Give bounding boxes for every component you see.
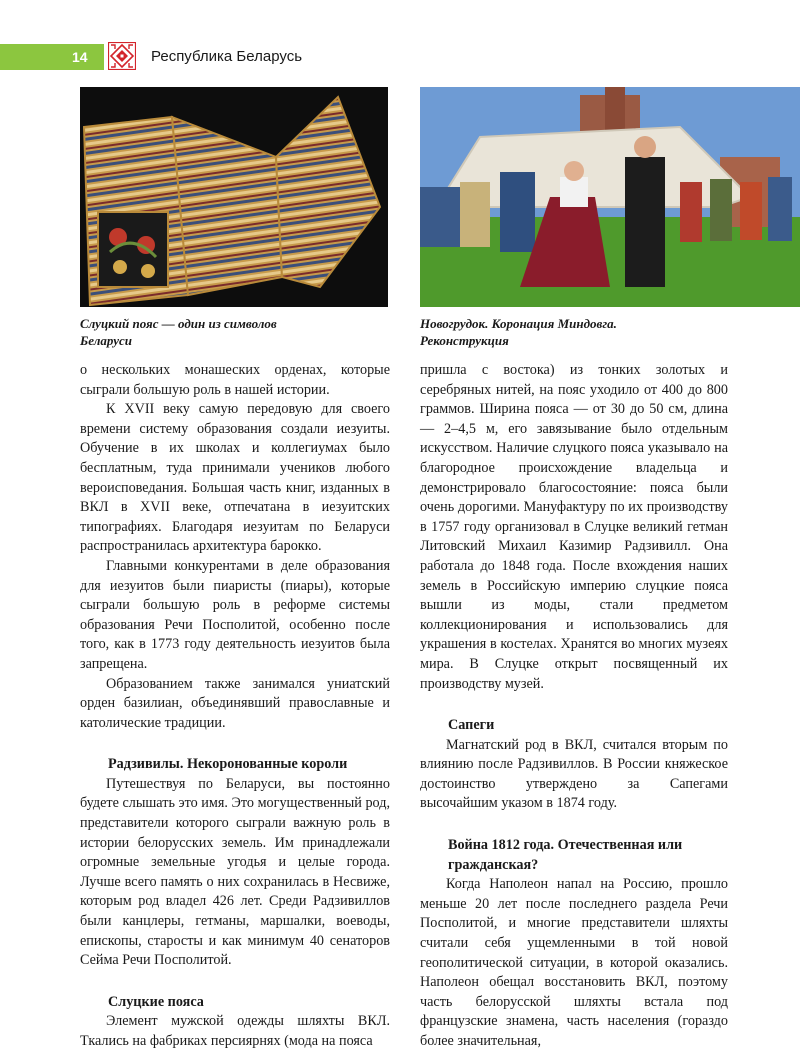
figure-caption-coronation [420,315,790,349]
section-heading-sapieha: Сапеги [448,717,495,734]
section-heading-slutsk-belts: Слуцкие пояса [108,993,204,1010]
caption-line: Беларуси [80,333,132,348]
coronation-photo [420,87,800,307]
paragraph: Образованием также занимался униатский орден базилиан, объединявший православные и католические традиции. [80,675,390,731]
paragraph: Путешествуя по Беларуси, вы постоянно будете слышать это имя. Это могущественный род, представители которого сыграли важную роль в истории белорусских земель. Им принадлежали огромные земельные угодья и целые города. Лучше всего память о них сохранилась в Несвиже, которым род владел 426 лет. Среди Радзивиллов были канцлеры, гетманы, маршалки, воеводы, епископы, старосты и как минимум 40 сенаторов Сейма Речи Посполитой. [80,775,390,969]
section-heading-radziwill: Радзивилы. Некоронованные короли [108,756,348,773]
right-text-column [420,361,728,1052]
paragraph: пришла с востока) из тонких золотых и серебряных нитей, на пояс уходило от 400 до 800 граммов. Ширина пояса — от 30 до 50 см, длина — 2–4,5 м, его завязывание было отдельным искусством. Наличие слуцкого пояса указывало на благородное происхождение владельца и демонстрировало благосостояние: пояса были очень дорогими. Мануфактуру по их производству в 1757 году организовал в Слуцке великий гетман Литовский Михаил Казимир Радзивилл. Она работала до 1848 года. После вхождения наших земель в Российскую империю слуцкие пояса вышли из моды, стали предметом коллекционирования и использовались для украшения в костелах. Хранятся во многих музеях мира. В Слуцке открыт посвященный их производству музей. [420,362,728,692]
running-title: Республика Беларусь [151,48,303,65]
paragraph: Магнатский род в ВКЛ, считался вторым по влиянию после Радзивиллов. В России княжеское достоинство утверждено за Сапегами высочайшим указом в 1874 году. [420,736,728,812]
section-heading-war-1812: Война 1812 года. Отечественная или гражданская? [448,837,683,873]
figure-caption-belt [80,315,380,349]
paragraph: Элемент мужской одежды шляхты ВКЛ. Ткались на фабриках персиярнях (мода на пояса [80,1013,390,1049]
paragraph: Когда Наполеон напал на Россию, прошло меньше 20 лет после последнего раздела Речи Посполитой, и многие представители шляхты считали себя ущемленными в той новой геополитической ситуации, в которой оказались. Наполеон обещал восстановить ВКЛ, поэтому часть белорусской шляхты встала под французские знамена, часть населения (гораздо более значительная, [420,876,728,1049]
caption-line: Новогрудок. Коронация Миндовга. [420,316,617,331]
caption-line: Реконструкция [420,333,509,348]
paragraph: К XVII веку самую передовую для своего времени систему образования создали иезуиты. Обучение в их школах и коллегиумах было бесплатным, туда принимали учеников любого вероисповедания. Большая часть книг, изданных в ВКЛ в XVII веке, отпечатана в иезуитских типографиях. Благодаря иезуитам по Беларуси распространилась архитектура барокко. [80,401,390,555]
page-number: 14 [72,49,88,65]
paragraph: Главными конкурентами в деле образования для иезуитов были пиаристы (пиары), которые сыграли большую роль в реформе системы образования Речи Посполитой, особенно после того, как в 1773 году деятельность иезуитов была запрещена. [80,557,390,672]
slutsk-belt-photo [80,87,388,307]
left-text-column [80,361,390,1052]
paragraph: о нескольких монашеских орденах, которые сыграли большую роль в нашей истории. [80,362,390,398]
belarusian-ornament-icon [108,42,136,70]
caption-line: Слуцкий пояс — один из символов [80,316,277,331]
